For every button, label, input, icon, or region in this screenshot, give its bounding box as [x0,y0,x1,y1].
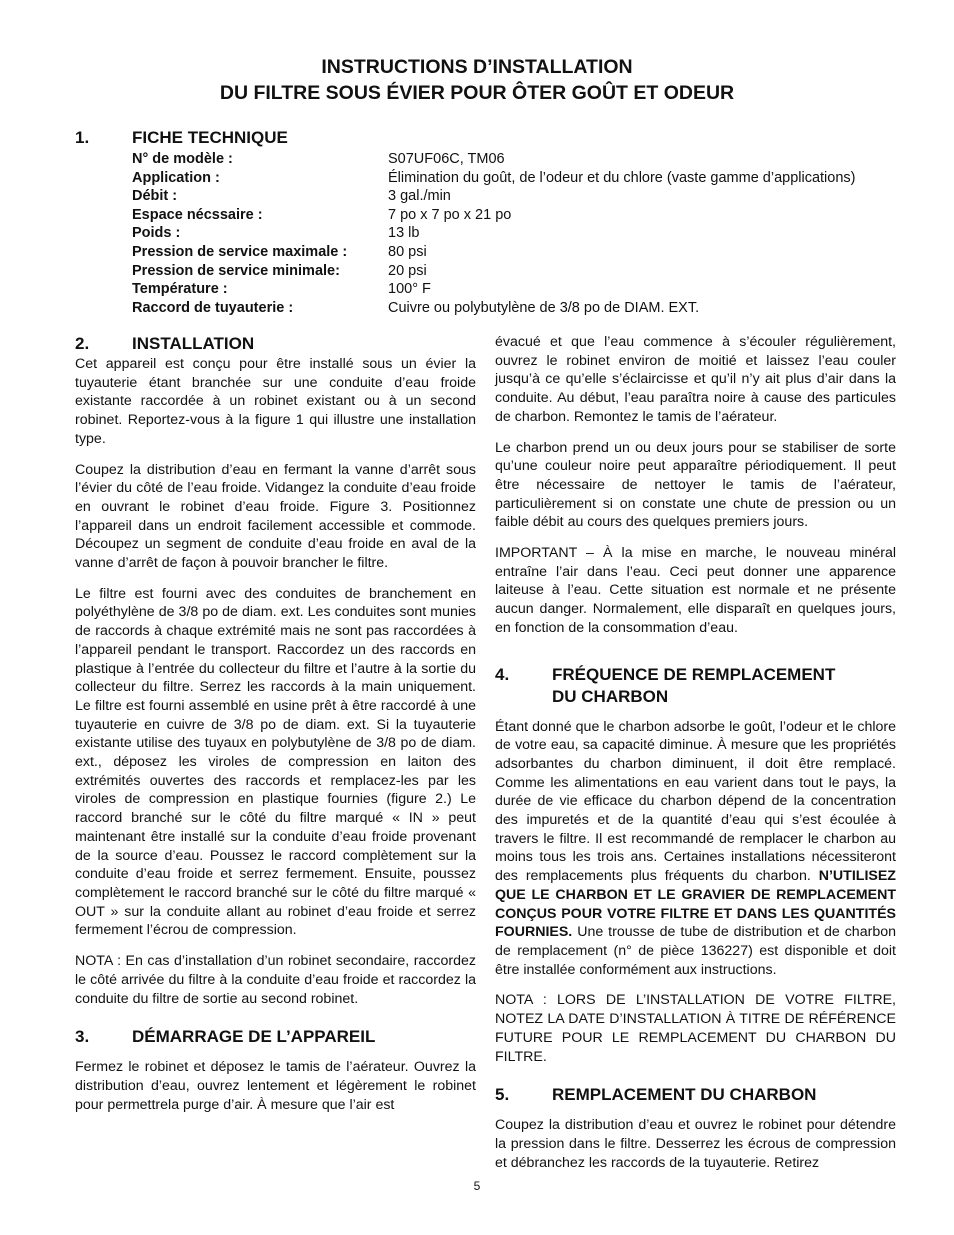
right-column [495,333,896,1184]
section-2-title: INSTALLATION [132,334,255,353]
paragraph: évacué et que l’eau commence à s’écouler régulièrement, ouvrez le robinet environ de moitié et laissez l’eau couler jusqu’à ce qu’elle s’éclaircisse et qu’il n’y ait plus d’air dans la conduite. Au début, l’eau paraîtra noire à cause des particules de charbon. Remontez le tamis de l’aérateur. [495,334,896,425]
section-3-title: DÉMARRAGE DE L’APPAREIL [132,1027,376,1047]
spec-label: Application : [132,169,220,186]
spec-label: Débit : [132,188,178,205]
paragraph-text: Étant donné que le charbon adsorbe le goût, l’odeur et le chlore de votre eau, sa capacité diminue. À mesure que les propriétés adsorbantes du charbon diminuent, il doit être remplacé. Comme les alimentations en eau varient dans tout le pays, la durée de vie efficace du charbon dépend de la concentration des impuretés et de la quantité d’eau qui s’est écoulée à travers le filtre. Il est recommandé de remplacer le charbon au moins tous les trois ans. Certaines installations nécessiteront des remplacements plus fréquents du charbon. [495,718,896,885]
spec-value: 7 po x 7 po x 21 po [388,206,512,223]
spec-value: 3 gal./min [388,188,451,205]
note-paragraph: NOTA : LORS DE L’INSTALLATION DE VOTRE FILTRE, NOTEZ LA DATE D’INSTALLATION À TITRE DE RÉFÉRENCE FUTURE POUR LE REMPLACEMENT DU CHARBON DU FILTRE. [495,992,896,1065]
spec-value: 100° F [388,281,431,298]
spec-label: Raccord de tuyauterie : [132,299,294,316]
section-5-number: 5. [495,1085,510,1105]
section-2-heading [75,333,476,355]
section-4-number: 4. [495,664,510,684]
spec-row [132,299,912,318]
paragraph: Fermez le robinet et déposez le tamis de l’aérateur. Ouvrez la distribution d’eau, ouvrez lentement et légèrement le robinet pour permettrela purge d’air. À mesure que l’air est [75,1059,476,1113]
spec-row [132,206,912,225]
spec-value: 80 psi [388,243,427,260]
section-1-heading [75,128,288,148]
spec-row [132,150,912,169]
section-5-heading [495,1084,896,1106]
spec-value: Cuivre ou polybutylène de 3/8 po de DIAM. EXT. [388,299,700,316]
spec-row [132,224,912,243]
title-line-2: DU FILTRE SOUS ÉVIER POUR ÔTER GOÛT ET ODEUR [219,82,735,104]
paragraph: Coupez la distribution d’eau en fermant la vanne d’arrêt sous l’évier du côté de l’eau froide. Vidangez la conduite d’eau froide en ouvrant le robinet d’eau froide. Figure 3. Positionnez l’appareil dans un endroit facilement accessible et commode. Découpez un segment de conduite d’eau froide en aval de la vanne d’arrêt de façon à pouvoir brancher le filtre. [75,461,476,572]
left-column [75,333,476,1126]
spec-value: 20 psi [388,262,427,279]
spec-label: Pression de service maximale : [132,243,348,260]
paragraph: Cet appareil est conçu pour être installé sous un évier la tuyauterie étant branchée sur une conduite d’eau froide existante raccordée à un robinet existant ou à un second robinet. Reportez-vous à la figure 1 qui illustre une installation type. [75,356,476,447]
section-2-number: 2. [75,334,90,353]
spec-row [132,187,912,206]
spec-value: 13 lb [388,225,420,242]
spec-label: Poids : [132,225,181,242]
spec-value: S07UF06C, TM06 [388,151,505,167]
page-number: 5 [473,1179,481,1193]
paragraph [495,718,896,980]
paragraph: Le charbon prend un ou deux jours pour se stabiliser de sorte qu’une couleur noire peut apparaître périodiquement. Il peut être nécessaire de nettoyer le tamis de l’aérateur, particulièrement si on constate une chute de pression ou un faible débit au cours des quelques premiers jours. [495,439,896,531]
section-4-title-line-2: DU CHARBON [552,686,669,706]
spec-row [132,262,912,281]
spec-label: N° de modèle : [132,151,233,167]
section-1-title: FICHE TECHNIQUE [132,128,288,147]
section-5-title: REMPLACEMENT DU CHARBON [552,1085,817,1105]
spec-row [132,169,912,188]
section-3-number: 3. [75,1027,90,1047]
paragraph-text: Une trousse de tube de distribution et de charbon de remplacement (n° de pièce 136227) est disponible et doit être installée conformément aux instructions. [495,924,896,978]
spec-value: Élimination du goût, de l’odeur et du chlore (vaste gamme d’applications) [388,169,856,186]
page-title [0,54,954,106]
section-1-number: 1. [75,128,90,147]
spec-row [132,280,912,299]
warning-text: N’UTILISEZ QUE LE CHARBON ET LE GRAVIER DE REMPLACEMENT CONÇUS POUR VOTRE FILTRE ET DANS LES QUANTITÉS FOURNIES. [495,868,896,941]
title-line-1: INSTRUCTIONS D’INSTALLATION [321,56,633,78]
spec-table [132,150,912,317]
section-4-heading [495,664,896,708]
spec-label: Pression de service minimale: [132,262,340,279]
paragraph: Le filtre est fourni avec des conduites de branchement en polyéthylène de 3/8 po de diam. ext. Les conduites sont munies de raccords à chaque extrémité mais ne sont pas raccordées à l’appareil pendant le transport. Raccordez un des raccords en plastique à l’entrée du collecteur du filtre et l’autre à la sortie du collecteur du filtre. Serrez les raccords à la main uniquement. Le filtre est fourni assemblé en usine prêt à être raccordé à une tuyauterie en cuivre de 3/8 po de diam. ext. Si la tuyauterie existante utilise des tuyaux en polybutylène de 3/8 po de diam. ext., déposez les viroles de compression en laiton des extrémités ouvertes des raccords et remplacez-les par les viroles de compression en plastique fournies (figure 2.) Le raccord branché sur le côté du filtre marqué « IN » peut maintenant être installé sur la conduite d’eau froide provenant de la source d’eau. Poussez le raccord complètement sur la conduite d’eau froide et serrez fermement. Ensuite, poussez complètement le raccord branché sur le côté du filtre marqué « OUT » sur la conduite allant au robinet d’eau froide et serrez fermement l’écrou de compression. [75,585,476,939]
note-paragraph: NOTA : En cas d’installation d’un robinet secondaire, raccordez le côté arrivée du filtre à la conduite d’eau froide et raccordez la conduite du filtre de sortie au second robinet. [75,953,476,1007]
spec-row [132,243,912,262]
spec-label: Température : [132,281,228,298]
important-paragraph: IMPORTANT – À la mise en marche, le nouveau minéral entraîne l’air dans l’eau. Ceci peut donner une apparence laiteuse à l’eau. Cette situation est normale et ne présente aucun danger. Normalement, elle disparaît en quelques jours, en fonction de la consommation d’eau. [495,545,896,636]
section-3-heading [75,1026,476,1048]
section-4-title [552,664,896,708]
section-4-title-line-1: FRÉQUENCE DE REMPLACEMENT [552,664,836,684]
paragraph: Coupez la distribution d’eau et ouvrez le robinet pour détendre la pression dans le filtre. Desserrez les écrous de compression et débranchez les raccords de la tuyauterie. Retirez [495,1117,896,1171]
spec-label: Espace nécssaire : [132,206,263,223]
